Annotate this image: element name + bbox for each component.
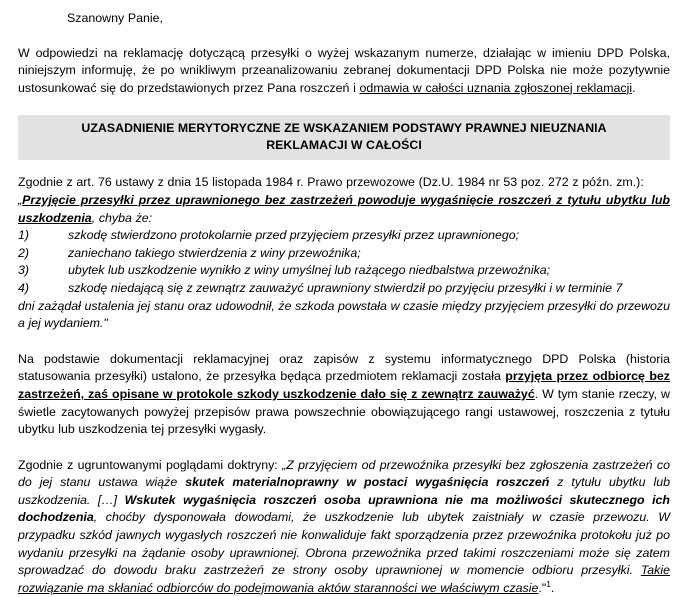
list-item-marker: 3) bbox=[18, 263, 30, 278]
list-item-text: szkodę stwierdzono protokolarnie przed przyjęciem przesyłki przez uprawnionego; bbox=[68, 228, 520, 243]
list-item-marker: 2) bbox=[18, 245, 30, 260]
list-item bbox=[18, 262, 670, 280]
list-item bbox=[18, 227, 670, 245]
doctrine-segment-4-bold: Wskutek wygaśnięcia roszczeń osoba uprawniona nie ma możliwości skutecznego ich dochodzenia bbox=[18, 492, 670, 525]
doctrine-paragraph bbox=[18, 457, 670, 597]
doctrine-quote-close: ." bbox=[538, 580, 547, 595]
spacer bbox=[18, 333, 670, 351]
intro-emphasis-underlined: odmawia w całości uznania zgłoszonej reklamacji bbox=[359, 80, 633, 95]
findings-text-part1: Na podstawie dokumentacji reklamacyjnej oraz zapisów z systemu informatycznego DPD Polska (historia statusowania przesyłki) ustalono, że przesyłka będąca przedmiotem reklamacji została bbox=[18, 351, 670, 384]
findings-paragraph bbox=[18, 351, 670, 439]
list-item-continuation-text: dni zażądał ustalenia jej stanu oraz udowodnił, że szkoda powstała w czasie między przyjęciem przesyłki do przewozu a jej wydaniem." bbox=[18, 298, 670, 331]
doctrine-quote-open: „ bbox=[282, 457, 287, 472]
intro-text-part1: W odpowiedzi na reklamację dotyczącą przesyłki o wyżej wskazanym numerze, działając w imieniu DPD Polska, niniejszym informuję, że po wnikliwym przeanalizowaniu zebranej dokumentacji DPD Polska nie może pozytywnie ustosunkować się do przedstawionych przez Pana roszczeń i bbox=[18, 45, 670, 95]
statute-quote-lead bbox=[18, 192, 670, 227]
doctrine-segment-3: z tytułu ubytku lub uszkodzenia. […] bbox=[18, 475, 670, 507]
quote-after-lead: , chyba że: bbox=[91, 210, 153, 225]
spacer bbox=[18, 28, 670, 45]
intro-text-part2: . bbox=[632, 80, 636, 95]
section-heading-line-2: REKLAMACJI W CAŁOŚCI bbox=[266, 137, 422, 152]
section-heading-line-1: UZASADNIENIE MERYTORYCZNE ZE WSKAZANIEM PODSTAWY PRAWNEJ NIEUZNANIA bbox=[81, 121, 607, 136]
intro-paragraph bbox=[18, 45, 670, 98]
section-heading-band bbox=[18, 115, 670, 160]
footnote-marker: 1 bbox=[546, 578, 551, 589]
quote-bold-underlined-lead: Przyjęcie przesyłki przez uprawnionego bez zastrzeżeń powoduje wygaśnięcie roszczeń z tytułu ubytku lub uszkodzenia bbox=[18, 192, 670, 225]
doctrine-segment-6-underlined: Takie rozwiązanie ma skłaniać odbiorców do podejmowania aktów staranności we właściwym czasie bbox=[18, 563, 670, 595]
list-item bbox=[18, 245, 670, 263]
doctrine-trailing: . bbox=[550, 580, 555, 595]
findings-emphasis-bold-underlined: przyjęta przez odbiorcę bez zastrzeżeń, zaś opisane w protokole szkody uszkodzenie dało się z zewnątrz zauważyć bbox=[18, 369, 670, 401]
quote-open-mark: „ bbox=[18, 192, 23, 207]
doctrine-segment-2-bold: skutek materialnoprawny w postaci wygaśnięcia roszczeń bbox=[185, 475, 550, 490]
spacer bbox=[18, 439, 670, 457]
list-item-continuation bbox=[18, 298, 670, 333]
salutation: Szanowny Panie, bbox=[67, 11, 163, 25]
doctrine-segment-5: , choćby dysponowała dowodami, że uszkodzenie lub ubytek zaistniały w czasie przewozu. W przypadku szkód jawnych wygasłych roszczeń nie konwaliduje fakt sporządzenia przez przewoźnika protokołu już po wydaniu przesyłki na żądanie osoby uprawnionej. Obrona przewoźnika przed takimi roszczeniami może się zatem sprowadzać do dowodu braku zastrzeżeń ze strony osoby uprawnionej w momencie odbioru przesyłki. bbox=[18, 510, 670, 578]
list-item-text: szkodę niedającą się z zewnątrz zauważyć uprawniony stwierdził po przyjęciu przesyłki i w terminie 7 bbox=[68, 280, 623, 295]
doctrine-segment-1: Z przyjęciem od przewoźnika przesyłki bez zgłoszenia zastrzeżeń co do jej stanu ustawa wiąże bbox=[18, 457, 670, 490]
list-item-marker: 4) bbox=[18, 280, 30, 295]
list-item-text: ubytek lub uszkodzenie wynikło z winy umyślnej lub rażącego niedbalstwa przewoźnika; bbox=[68, 263, 551, 278]
doctrine-lead: Zgodnie z ugruntowanymi poglądami doktryny: bbox=[18, 457, 283, 472]
spacer bbox=[18, 160, 670, 174]
list-item bbox=[18, 280, 670, 298]
document-body bbox=[18, 10, 670, 597]
list-item-text: zaniechano takiego stwierdzenia z winy przewoźnika; bbox=[68, 245, 361, 260]
findings-text-part2: . W tym stanie rzeczy, w świetle zacytowanych powyżej przepisów prawa powszechnie obowiązującego rangi ustawowej, roszczenia z tytułu ubytku lub uszkodzenia tej przesyłki wygasły. bbox=[18, 386, 670, 437]
statute-intro: Zgodnie z art. 76 ustawy z dnia 15 listopada 1984 r. Prawo przewozowe (Dz.U. 1984 nr 53 poz. 272 z późn. zm.): bbox=[18, 175, 644, 190]
spacer bbox=[18, 97, 670, 115]
statute-numbered-list bbox=[18, 227, 670, 333]
list-item-marker: 1) bbox=[18, 228, 30, 243]
